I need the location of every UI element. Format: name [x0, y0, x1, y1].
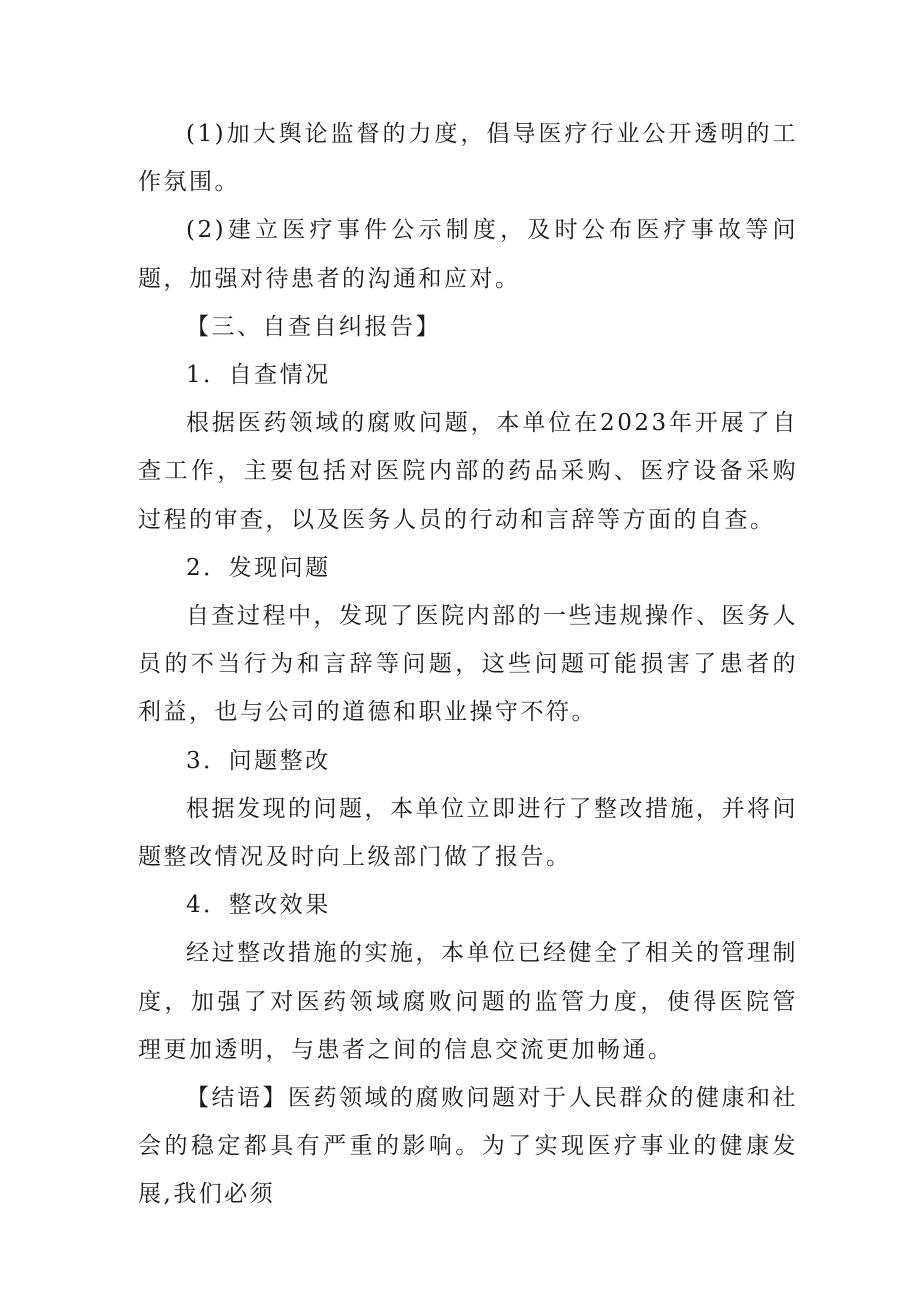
section-heading-self-inspection-report: 【三、自查自纠报告】	[186, 313, 441, 340]
numbered-heading-2: 2．发现问题	[186, 554, 331, 581]
numbered-heading-1: 1．自查情况	[186, 362, 331, 389]
paragraph-self-inspection-situation: 根据医药领域的腐败问题，本单位在2023年开展了自查工作，主要包括对医院内部的药品采购、医疗设备采购过程的审查，以及医务人员的行动和言辞等方面的自查。	[138, 410, 798, 533]
paragraph-conclusion: 【结语】医药领域的腐败问题对于人民群众的健康和社会的稳定都具有严重的影响。为了实现医疗事业的健康发展,我们必须	[138, 1085, 798, 1208]
paragraph-rectification-effect: 经过整改措施的实施，本单位已经健全了相关的管理制度，加强了对医药领域腐败问题的监管力度，使得医院管理更加透明，与患者之间的信息交流更加畅通。	[138, 940, 798, 1063]
numbered-heading-3: 3．问题整改	[186, 747, 331, 774]
paragraph-rectification: 根据发现的问题，本单位立即进行了整改措施，并将问题整改情况及时向上级部门做了报告。	[138, 795, 798, 871]
numbered-heading-4: 4．整改效果	[186, 892, 331, 919]
paragraph-found-problems: 自查过程中，发现了医院内部的一些违规操作、医务人员的不当行为和言辞等问题，这些问题可能损害了患者的利益，也与公司的道德和职业操守不符。	[138, 603, 798, 726]
paragraph-measure-2: (2)建立医疗事件公示制度，及时公布医疗事故等问题，加强对待患者的沟通和应对。	[138, 217, 798, 292]
paragraph-measure-1: (1)加大舆论监督的力度，倡导医疗行业公开透明的工作氛围。	[138, 121, 798, 196]
document-page	[138, 110, 798, 1219]
